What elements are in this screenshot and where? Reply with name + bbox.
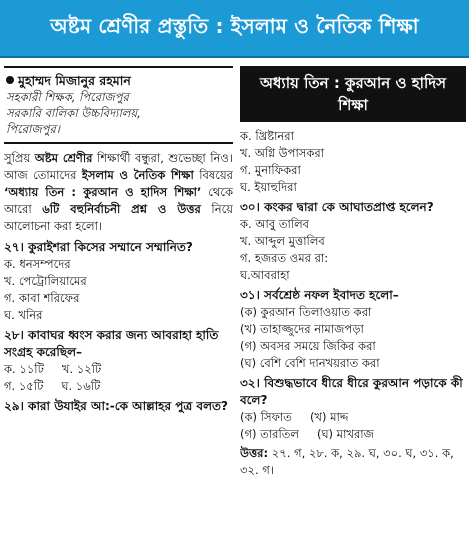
author-role-2: সরকারি বালিকা উচ্চবিদ্যালয়, — [6, 106, 141, 120]
question-32: ৩২। বিশুদ্ধভাবে ধীরে ধীরে কুরআন পড়াকে কী বলে? — [240, 376, 463, 407]
option: ঘ. ইয়াহুদিরা — [240, 180, 297, 194]
author-block — [4, 66, 233, 144]
option-row — [4, 361, 233, 378]
chapter-title: অধ্যায় তিন : কুরআন ও হাদিস শিক্ষা — [240, 66, 466, 122]
option: খ. ১২টি — [61, 362, 102, 376]
answer-text: ২৭. গ, ২৮. ক, ২৯. ঘ, ৩০. ঘ, ৩১. ক, ৩২. গ। — [240, 446, 454, 477]
author-name-line — [6, 72, 231, 89]
option: গ. কাবা শরিফের — [4, 291, 80, 305]
option: খ. আব্দুল মুত্তালিব — [240, 234, 325, 248]
option: (খ) তাহাজ্জুদের নামাজপড়া — [240, 322, 364, 336]
intro-bold: ৬টি বহুনির্বাচনী প্রশ্ন ও উত্তর — [42, 202, 201, 216]
intro-bold: অষ্টম শ্রেণীর — [34, 151, 93, 165]
intro-text: থেকে আরো — [4, 185, 233, 216]
option: ঘ. খনির — [4, 308, 43, 322]
option: ক. ১১টি — [4, 362, 44, 376]
intro-bold: ইসলাম ও নৈতিক শিক্ষা — [81, 168, 194, 182]
banner-title: অষ্টম শ্রেণীর প্রস্তুতি : ইসলাম ও নৈতিক শিক্ষা — [50, 13, 419, 38]
author-role-1: সহকারী শিক্ষক, পিরোজপুর — [6, 90, 129, 104]
option: গ. মুনাফিকরা — [240, 163, 301, 177]
author-name: মুহাম্মদ মিজানুর রহমান — [18, 73, 131, 88]
intro-bold: ‘অধ্যায় তিন : কুরআন ও হাদিস শিক্ষা’ — [4, 185, 202, 199]
intro-text: নিয়ে আলোচনা করা হলো। — [4, 202, 233, 233]
option: ঘ.আবরাহা — [240, 268, 290, 282]
left-column — [4, 66, 233, 536]
question-28: ২৮। কাবাঘর ধ্বংস করার জন্য আবরাহা হাতি সংগ্রহ করেছিল– — [4, 328, 219, 359]
answer-label: উত্তর: — [240, 446, 269, 460]
option: (গ) অবসর সময়ে জিকির করা — [240, 339, 376, 353]
option: গ. হজরত ওমর রা: — [240, 251, 329, 265]
option: ক. আবু তালিব — [240, 217, 310, 231]
author-role-3: পিরোজপুর। — [6, 122, 60, 136]
option: (ঘ) মাখরাজ — [316, 427, 374, 441]
bullet-icon — [6, 76, 14, 84]
option: খ. অগ্নি উপাসকরা — [240, 146, 325, 160]
option: ক. ধনসম্পদের — [4, 257, 71, 271]
option: (ক) কুরআন তিলাওয়াত করা — [240, 305, 372, 319]
option: ঘ. ১৬টি — [61, 379, 101, 393]
option: (ক) সিফাত — [240, 410, 292, 424]
option: খ. পেট্রোলিয়ামের — [4, 274, 87, 288]
intro-text: বিষয়ের — [193, 168, 233, 182]
option: (গ) তারতিল — [240, 427, 299, 441]
right-column — [240, 66, 466, 536]
option-row — [240, 409, 466, 426]
option: গ. ১৫টি — [4, 379, 44, 393]
option: ক. খ্রিষ্টানরা — [240, 129, 294, 143]
question-27: ২৭। কুরাইশরা কিসের সম্মানে সম্মানিত? — [4, 240, 193, 254]
question-29: ২৯। কারা উযাইর আ:-কে আল্লাহর পুত্র বলত? — [4, 399, 228, 413]
option: (খ) মাদ্দ — [309, 410, 349, 424]
question-30: ৩০। কংকর দ্বারা কে আঘাতপ্রাপ্ত হলেন? — [240, 200, 434, 214]
intro-text: সুপ্রিয় — [4, 151, 35, 165]
option-row — [240, 426, 466, 443]
intro-text: শিক্ষার্থী বন্ধুরা, শুভেচ্ছা নিও। আজ তোমাদের — [4, 151, 233, 182]
page-banner — [0, 0, 469, 58]
answer-key — [240, 445, 466, 479]
question-31: ৩১। সর্বশ্রেষ্ঠ নফল ইবাদত হলো– — [240, 288, 399, 302]
option-row — [4, 378, 233, 395]
option: (ঘ) বেশি বেশি দানখয়রাত করা — [240, 356, 380, 370]
intro-paragraph — [4, 150, 233, 235]
